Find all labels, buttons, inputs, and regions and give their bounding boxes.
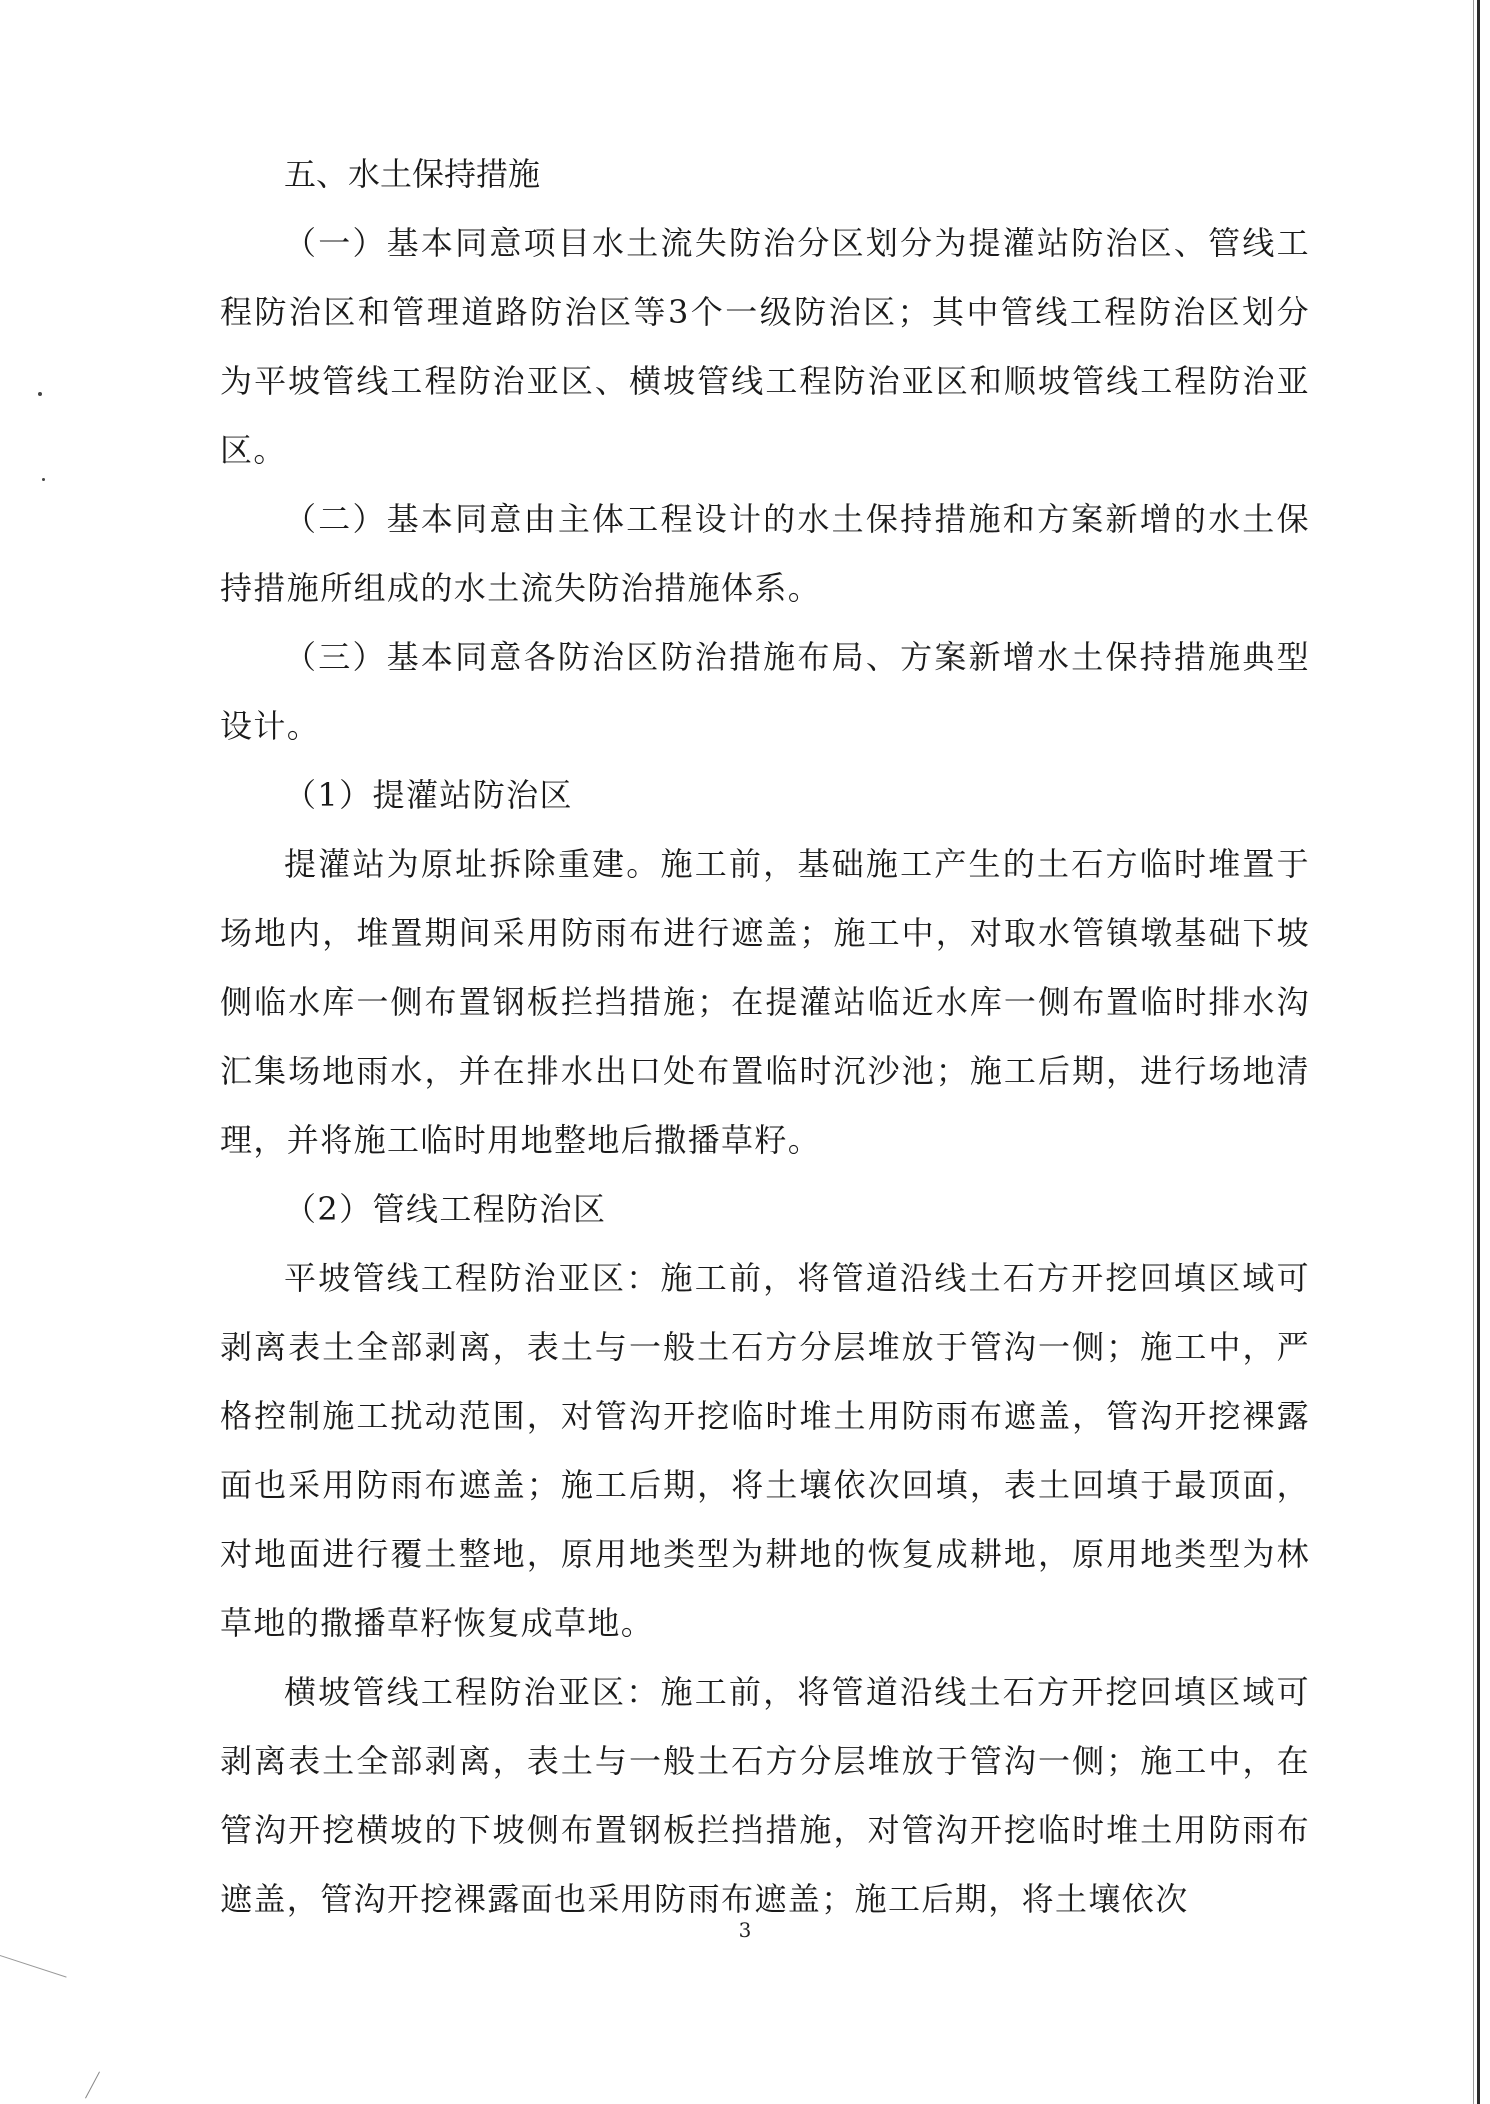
- paragraph-measures-system: （二）基本同意由主体工程设计的水土保持措施和方案新增的水土保持措施所组成的水土流失防治措施体系。: [220, 500, 1310, 607]
- scan-edge-line-faint: [1473, 0, 1474, 2104]
- paragraph-zoning: （一）基本同意项目水土流失防治分区划分为提灌站防治区、管线工程防治区和管理道路防治区等3个一级防治区；其中管线工程防治区划分为平坡管线工程防治亚区、横坡管线工程防治亚区和顺坡管线工程防治亚区。: [220, 224, 1310, 469]
- scan-edge-line: [1477, 0, 1480, 2104]
- scan-mark: [85, 2072, 100, 2099]
- page-number: 3: [738, 1918, 752, 1942]
- paragraph-pump-station: 提灌站为原址拆除重建。施工前，基础施工产生的土石方临时堆置于场地内，堆置期间采用防雨布进行遮盖；施工中，对取水管镇墩基础下坡侧临水库一侧布置钢板拦挡措施；在提灌站临近水库一侧布置临时排水沟汇集场地雨水，并在排水出口处布置临时沉沙池；施工后期，进行场地清理，并将施工临时用地整地后撒播草籽。: [220, 845, 1310, 1159]
- section-heading: 五、水土保持措施: [284, 155, 541, 193]
- document-body: [220, 140, 1310, 1934]
- scan-smudge: [0, 1955, 67, 2016]
- scan-speck: [38, 392, 42, 396]
- paragraph-cross-slope-pipeline: 横坡管线工程防治亚区：施工前，将管道沿线土石方开挖回填区域可剥离表土全部剥离，表土与一般土石方分层堆放于管沟一侧；施工中，在管沟开挖横坡的下坡侧布置钢板拦挡措施，对管沟开挖临时堆土用防雨布遮盖，管沟开挖裸露面也采用防雨布遮盖；施工后期，将土壤依次: [220, 1673, 1310, 1918]
- paragraph-layout-design: （三）基本同意各防治区防治措施布局、方案新增水土保持措施典型设计。: [220, 638, 1310, 745]
- paragraph-flat-slope-pipeline: 平坡管线工程防治亚区：施工前，将管道沿线土石方开挖回填区域可剥离表土全部剥离，表土与一般土石方分层堆放于管沟一侧；施工中，严格控制施工扰动范围，对管沟开挖临时堆土用防雨布遮盖，管沟开挖裸露面也采用防雨布遮盖；施工后期，将土壤依次回填，表土回填于最顶面，对地面进行覆土整地，原用地类型为耕地的恢复成耕地，原用地类型为林草地的撒播草籽恢复成草地。: [220, 1259, 1310, 1642]
- scan-speck: [42, 478, 45, 481]
- subheading-pump-station: （1）提灌站防治区: [284, 776, 573, 814]
- subheading-pipeline: （2）管线工程防治区: [284, 1190, 607, 1228]
